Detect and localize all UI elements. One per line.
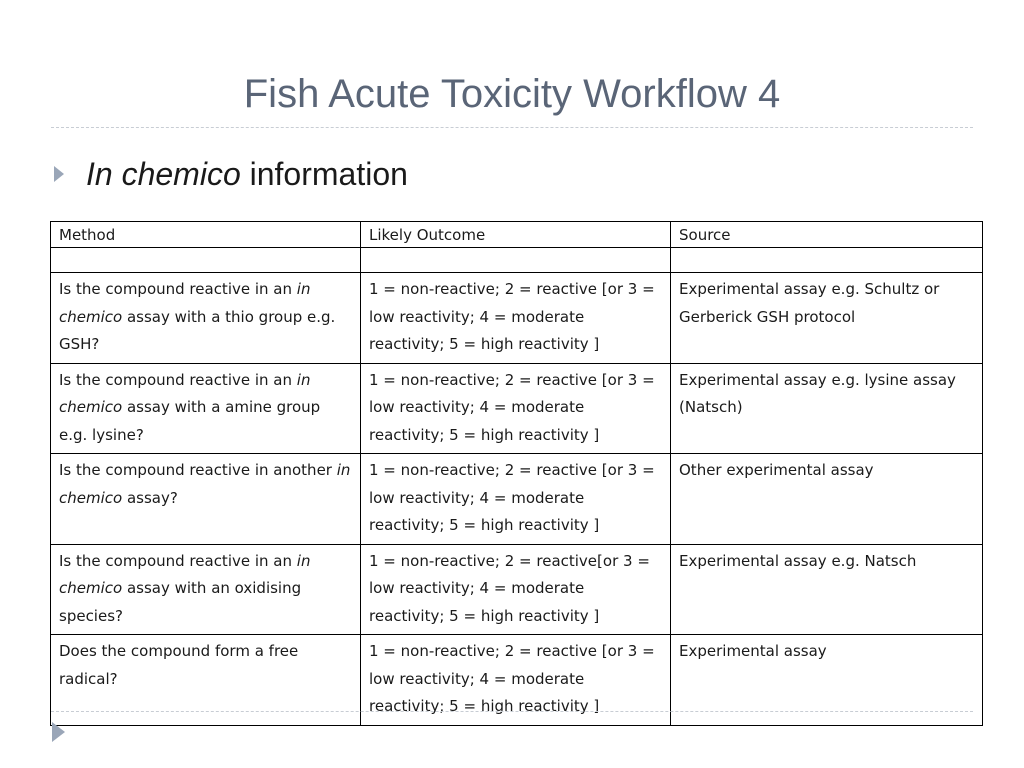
empty-cell [671,248,983,273]
source-cell: Experimental assay e.g. Schultz or Gerberick GSH protocol [671,273,983,364]
source-cell: Other experimental assay [671,454,983,545]
method-italic-text: in chemico [59,461,351,507]
header-method: Method [51,222,361,248]
likely-outcome-cell: 1 = non-reactive; 2 = reactive [or 3 = low reactivity; 4 = moderate reactivity; 5 = high reactivity ] [361,273,671,364]
source-cell: Experimental assay e.g. Natsch [671,544,983,635]
method-cell [51,273,361,364]
information-table [50,221,983,726]
method-cell [51,454,361,545]
method-text: Does the compound form a free radical? [59,642,299,688]
table-row [51,454,983,545]
bullet-item [54,152,408,196]
bullet-rest-text: information [240,155,408,192]
source-cell: Experimental assay e.g. lysine assay (Natsch) [671,363,983,454]
bullet-text [86,156,408,193]
table-row [51,544,983,635]
slide-title: Fish Acute Toxicity Workflow 4 [243,72,781,116]
header-source: Source [671,222,983,248]
method-cell [51,363,361,454]
likely-outcome-cell: 1 = non-reactive; 2 = reactive[or 3 = low reactivity; 4 = moderate reactivity; 5 = high reactivity ] [361,544,671,635]
bullet-italic-text: In chemico [86,155,241,192]
likely-outcome-cell: 1 = non-reactive; 2 = reactive [or 3 = low reactivity; 4 = moderate reactivity; 5 = high reactivity ] [361,635,671,726]
triangle-arrow-icon [52,722,65,742]
likely-outcome-cell: 1 = non-reactive; 2 = reactive [or 3 = low reactivity; 4 = moderate reactivity; 5 = high reactivity ] [361,363,671,454]
method-text: Is the compound reactive in an [59,370,297,389]
method-italic-text: in chemico [59,551,311,597]
method-text: assay with an oxidising species? [59,579,302,625]
empty-row [51,248,983,273]
method-text: assay? [122,488,178,507]
empty-cell [361,248,671,273]
method-text: Is the compound reactive in another [59,461,337,479]
table-row [51,273,983,364]
method-cell [51,544,361,635]
triangle-arrow-icon [54,166,64,182]
source-cell: Experimental assay [671,635,983,726]
footer-divider [51,711,973,712]
method-text: assay with a amine group e.g. lysine? [59,398,321,444]
method-italic-text: in chemico [59,280,311,326]
likely-outcome-cell: 1 = non-reactive; 2 = reactive [or 3 = low reactivity; 4 = moderate reactivity; 5 = high reactivity ] [361,454,671,545]
method-italic-text: in chemico [59,370,311,416]
title-divider [51,127,973,128]
method-text: Is the compound reactive in an [59,551,297,570]
header-likely-outcome: Likely Outcome [361,222,671,248]
table-row [51,363,983,454]
method-text: Is the compound reactive in an [59,280,297,298]
empty-cell [51,248,361,273]
method-text: assay with a thio group e.g. GSH? [59,307,336,353]
table-header-row [51,222,983,248]
